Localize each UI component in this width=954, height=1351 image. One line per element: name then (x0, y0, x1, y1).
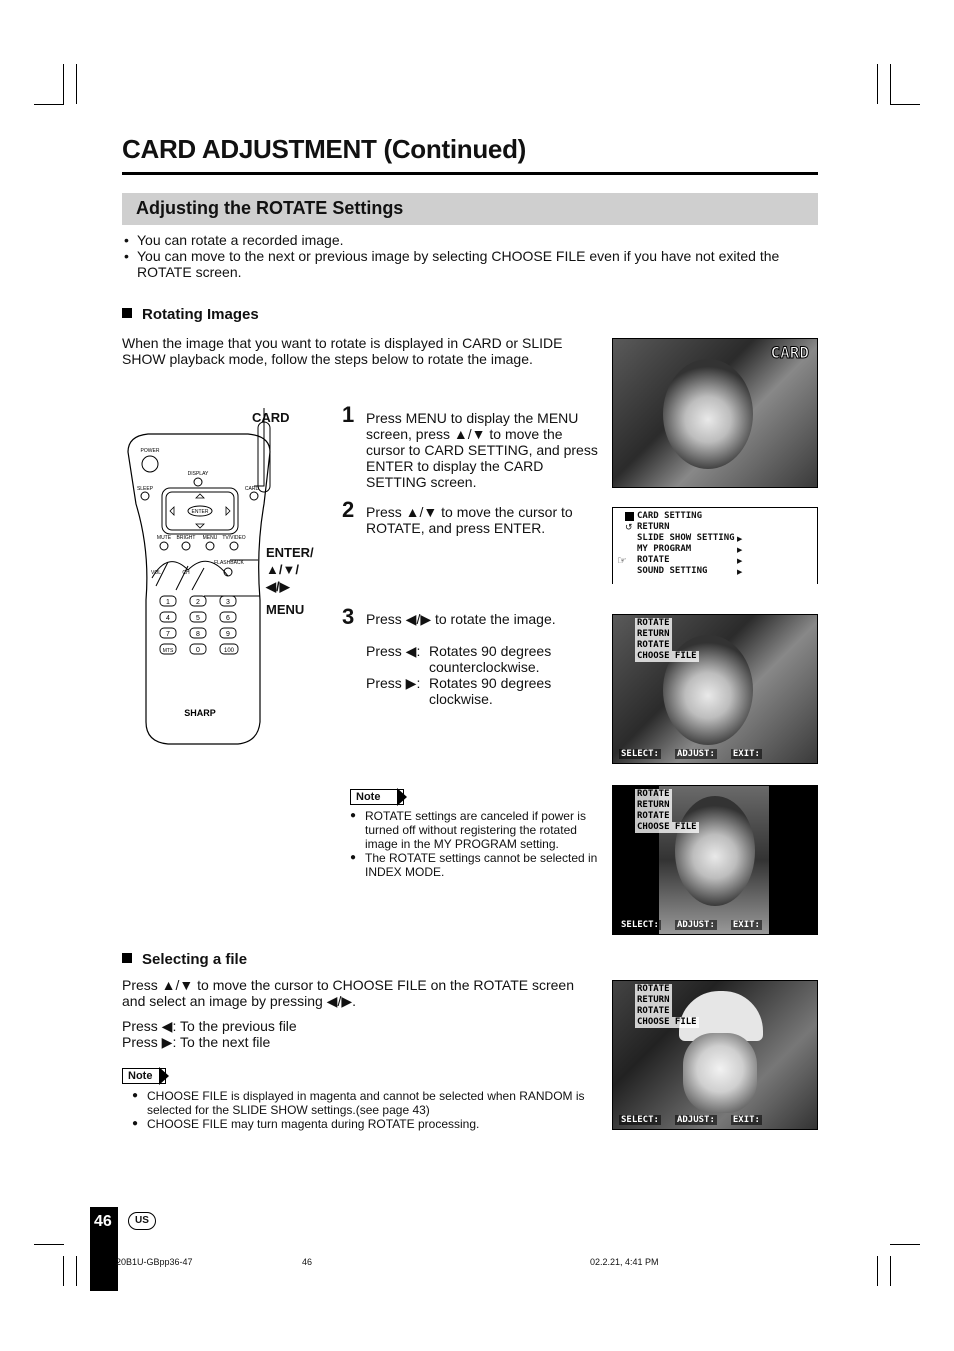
remote-key: 3 (226, 599, 230, 606)
title-rule (122, 172, 818, 175)
rotate-osd: ROTATE RETURN ROTATE CHOOSE FILE (637, 789, 697, 832)
remote-key: 9 (226, 631, 230, 638)
remote-text-display: DISPLAY (187, 471, 209, 477)
remote-key: 2 (196, 599, 200, 606)
osd-bar: SELECT: ADJUST: EXIT: (621, 920, 760, 930)
rotate-screen-2 (612, 785, 818, 935)
section-title: Adjusting the ROTATE Settings (136, 198, 404, 218)
bullet-item: • You can rotate a recorded image. (122, 232, 812, 248)
menu-item: ROTATE (637, 555, 670, 565)
remote-control-illustration (118, 400, 308, 750)
note-item: ● The ROTATE settings cannot be selected in INDEX MODE. (350, 851, 600, 879)
menu-item: RETURN (637, 522, 670, 532)
remote-text-ch: CH (182, 570, 190, 576)
rotate-osd: ROTATE RETURN ROTATE CHOOSE FILE (637, 618, 697, 661)
remote-text-tvvideo: TV/VIDEO (222, 535, 246, 541)
remote-label-card: CARD (252, 410, 290, 425)
remote-text-mute: MUTE (156, 535, 172, 541)
arrow-right-icon: ▶ (737, 558, 743, 565)
rotating-intro: When the image that you want to rotate is displayed in CARD or SLIDE SHOW playback mode, follow the steps below to rotate the image. (122, 335, 563, 367)
rotate-notes (350, 809, 600, 879)
note-item: ● CHOOSE FILE is displayed in magenta and cannot be selected when RANDOM is selected for the SLIDE SHOW settings.(see page 43) (132, 1089, 602, 1117)
rotate-screen-1 (612, 614, 818, 764)
menu-title: CARD SETTING (637, 511, 703, 521)
return-icon: ↺ (625, 522, 633, 532)
remote-key: 100 (223, 648, 235, 654)
remote-key: 1 (166, 599, 170, 606)
arrow-right-icon: ▶ (737, 536, 743, 543)
remote-label-enter: ENTER/ ▲/▼/ ◀/▶ (266, 545, 314, 594)
remote-text-sleep: SLEEP (136, 486, 154, 492)
page-title: CARD ADJUSTMENT (Continued) (122, 134, 527, 164)
bullet-item: • You can move to the next or previous image by selecting CHOOSE FILE even if you have not exited the ROTATE screen. (122, 248, 812, 280)
page-number-tab: 46 (90, 1207, 118, 1291)
osd-bar: SELECT: ADJUST: EXIT: (621, 749, 760, 759)
remote-key: 8 (196, 631, 200, 638)
select-notes (132, 1089, 602, 1131)
footer-center: 46 (302, 1257, 313, 1267)
note-item: ● CHOOSE FILE may turn magenta during ROTATE processing. (132, 1117, 602, 1131)
step-text: Press ◀/▶ to rotate the image. (366, 611, 556, 627)
step3-details: Press ◀: Rotates 90 degrees counterclockwise. Press ▶: Rotates 90 degrees clockwise. (366, 643, 552, 707)
remote-key: 4 (166, 615, 170, 622)
note-arrow-icon (159, 1067, 169, 1085)
footer-file: 20B1U-GBpp36-47 (116, 1257, 193, 1267)
rotating-heading: Rotating Images (122, 306, 259, 323)
remote-text-power: POWER (140, 448, 160, 454)
section-band (122, 193, 818, 225)
arrow-right-icon: ▶ (737, 547, 743, 554)
card-setting-menu (612, 507, 818, 584)
remote-text-menu: MENU (202, 535, 218, 541)
step-number: 2 (342, 497, 355, 522)
remote-text-card: CARD (244, 486, 260, 492)
step-number: 3 (342, 604, 355, 629)
remote-label-menu: MENU (266, 602, 305, 617)
intro-bullets (122, 232, 812, 280)
note-label: Note (122, 1068, 166, 1084)
note-item: ● ROTATE settings are canceled if power is turned off without registering the rotated image in the MY PROGRAM setting. (350, 809, 600, 851)
hand-cursor-icon: ☞ (617, 555, 627, 567)
remote-text-vol: VOL (150, 570, 162, 576)
menu-item: MY PROGRAM (637, 544, 692, 554)
remote-brand: SHARP (184, 708, 216, 718)
choose-file-screen (612, 980, 818, 1130)
menu-item: SLIDE SHOW SETTING (637, 533, 735, 543)
remote-key: 0 (196, 647, 200, 654)
region-badge: US (128, 1212, 156, 1230)
card-screen-image (612, 338, 818, 488)
rotate-osd: ROTATE RETURN ROTATE CHOOSE FILE (637, 984, 697, 1027)
selecting-heading: Selecting a file (122, 951, 247, 968)
selecting-next: Press ▶: To the next file (122, 1034, 271, 1050)
remote-key: 7 (166, 631, 170, 638)
remote-text-enter: ENTER (191, 509, 209, 515)
step-number: 1 (342, 402, 355, 427)
selecting-prev: Press ◀: To the previous file (122, 1018, 297, 1034)
note-label: Note (350, 789, 404, 805)
footer-date: 02.2.21, 4:41 PM (590, 1257, 659, 1267)
remote-text-flashback: FLASHBACK (214, 560, 244, 566)
remote-text-bright: BRIGHT (176, 535, 196, 541)
step-text: Press MENU to display the MENU screen, press ▲/▼ to move the cursor to CARD SETTING, and press ENTER to display the CARD SETTING screen. (366, 410, 598, 490)
remote-key: MTS (162, 648, 174, 654)
card-screen-label: CARD (770, 343, 809, 362)
card-icon (625, 512, 634, 521)
step-text: Press ▲/▼ to move the cursor to ROTATE, and press ENTER. (366, 504, 573, 536)
menu-item: SOUND SETTING (637, 566, 708, 576)
note-arrow-icon (397, 788, 407, 806)
remote-key: 5 (196, 615, 200, 622)
osd-bar: SELECT: ADJUST: EXIT: (621, 1115, 760, 1125)
selecting-text: Press ▲/▼ to move the cursor to CHOOSE FILE on the ROTATE screen and select an image by pressing ◀/▶. (122, 977, 575, 1009)
arrow-right-icon: ▶ (737, 569, 743, 576)
remote-key: 6 (226, 615, 230, 622)
